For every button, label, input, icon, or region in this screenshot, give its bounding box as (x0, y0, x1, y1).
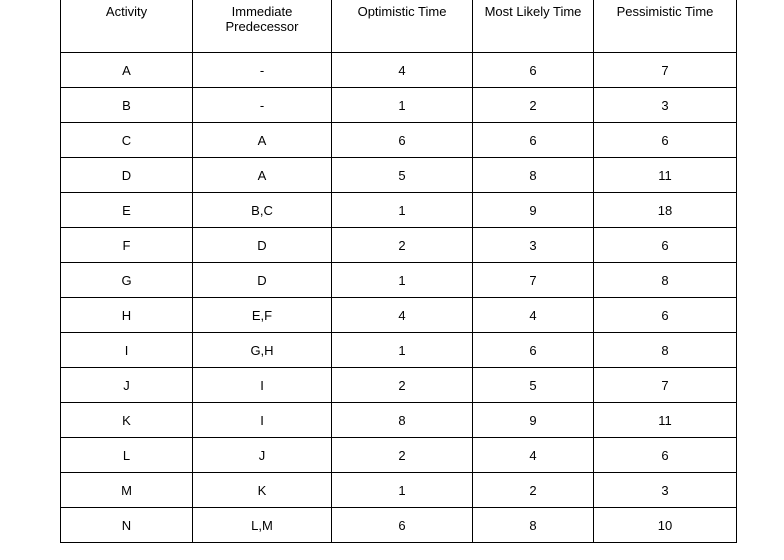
cell-most-likely: 2 (473, 88, 594, 123)
table-row (61, 438, 737, 473)
cell-predecessor: A (193, 123, 332, 158)
cell-activity: G (61, 263, 193, 298)
cell-predecessor: A (193, 158, 332, 193)
cell-activity: N (61, 508, 193, 543)
cell-most-likely: 3 (473, 228, 594, 263)
cell-most-likely: 4 (473, 438, 594, 473)
table-row (61, 508, 737, 543)
cell-activity: C (61, 123, 193, 158)
cell-most-likely: 6 (473, 333, 594, 368)
cell-optimistic: 5 (332, 158, 473, 193)
cell-predecessor: D (193, 263, 332, 298)
table-row (61, 123, 737, 158)
cell-predecessor: B,C (193, 193, 332, 228)
cell-optimistic: 1 (332, 473, 473, 508)
cell-optimistic: 6 (332, 508, 473, 543)
cell-predecessor: - (193, 53, 332, 88)
cell-most-likely: 8 (473, 508, 594, 543)
cell-pessimistic: 8 (594, 263, 737, 298)
header-immediate-predecessor: Immediate Predecessor (193, 0, 332, 53)
cell-predecessor: J (193, 438, 332, 473)
cell-optimistic: 1 (332, 193, 473, 228)
cell-most-likely: 5 (473, 368, 594, 403)
header-row (61, 0, 737, 53)
cell-pessimistic: 8 (594, 333, 737, 368)
cell-pessimistic: 6 (594, 298, 737, 333)
cell-activity: I (61, 333, 193, 368)
cell-predecessor: L,M (193, 508, 332, 543)
table-body (61, 53, 737, 543)
cell-pessimistic: 11 (594, 158, 737, 193)
cell-most-likely: 4 (473, 298, 594, 333)
cell-activity: B (61, 88, 193, 123)
cell-pessimistic: 3 (594, 473, 737, 508)
cell-optimistic: 6 (332, 123, 473, 158)
cell-pessimistic: 7 (594, 368, 737, 403)
table-row (61, 88, 737, 123)
cell-activity: D (61, 158, 193, 193)
cell-most-likely: 2 (473, 473, 594, 508)
activity-table (60, 0, 737, 543)
cell-optimistic: 4 (332, 298, 473, 333)
activity-table-container (60, 0, 736, 543)
cell-optimistic: 2 (332, 368, 473, 403)
cell-pessimistic: 7 (594, 53, 737, 88)
table-row (61, 473, 737, 508)
cell-pessimistic: 3 (594, 88, 737, 123)
cell-activity: L (61, 438, 193, 473)
cell-optimistic: 1 (332, 88, 473, 123)
cell-predecessor: K (193, 473, 332, 508)
table-row (61, 263, 737, 298)
table-row (61, 368, 737, 403)
cell-most-likely: 9 (473, 193, 594, 228)
header-optimistic-time: Optimistic Time (332, 0, 473, 53)
header-most-likely-time: Most Likely Time (473, 0, 594, 53)
cell-predecessor: I (193, 403, 332, 438)
cell-optimistic: 1 (332, 263, 473, 298)
cell-pessimistic: 6 (594, 438, 737, 473)
cell-pessimistic: 6 (594, 123, 737, 158)
cell-optimistic: 2 (332, 438, 473, 473)
table-row (61, 333, 737, 368)
cell-activity: E (61, 193, 193, 228)
table-row (61, 158, 737, 193)
cell-optimistic: 1 (332, 333, 473, 368)
cell-predecessor: I (193, 368, 332, 403)
cell-pessimistic: 18 (594, 193, 737, 228)
cell-activity: M (61, 473, 193, 508)
cell-optimistic: 2 (332, 228, 473, 263)
cell-activity: H (61, 298, 193, 333)
table-row (61, 228, 737, 263)
table-row (61, 403, 737, 438)
cell-predecessor: G,H (193, 333, 332, 368)
cell-predecessor: D (193, 228, 332, 263)
table-row (61, 53, 737, 88)
cell-activity: A (61, 53, 193, 88)
cell-predecessor: - (193, 88, 332, 123)
cell-activity: F (61, 228, 193, 263)
cell-most-likely: 6 (473, 53, 594, 88)
table-row (61, 298, 737, 333)
cell-optimistic: 4 (332, 53, 473, 88)
cell-activity: J (61, 368, 193, 403)
cell-optimistic: 8 (332, 403, 473, 438)
table-row (61, 193, 737, 228)
header-activity: Activity (61, 0, 193, 53)
header-pessimistic-time: Pessimistic Time (594, 0, 737, 53)
cell-activity: K (61, 403, 193, 438)
cell-most-likely: 9 (473, 403, 594, 438)
table-header (61, 0, 737, 53)
cell-pessimistic: 11 (594, 403, 737, 438)
cell-most-likely: 6 (473, 123, 594, 158)
cell-predecessor: E,F (193, 298, 332, 333)
cell-pessimistic: 6 (594, 228, 737, 263)
cell-most-likely: 7 (473, 263, 594, 298)
cell-pessimistic: 10 (594, 508, 737, 543)
cell-most-likely: 8 (473, 158, 594, 193)
